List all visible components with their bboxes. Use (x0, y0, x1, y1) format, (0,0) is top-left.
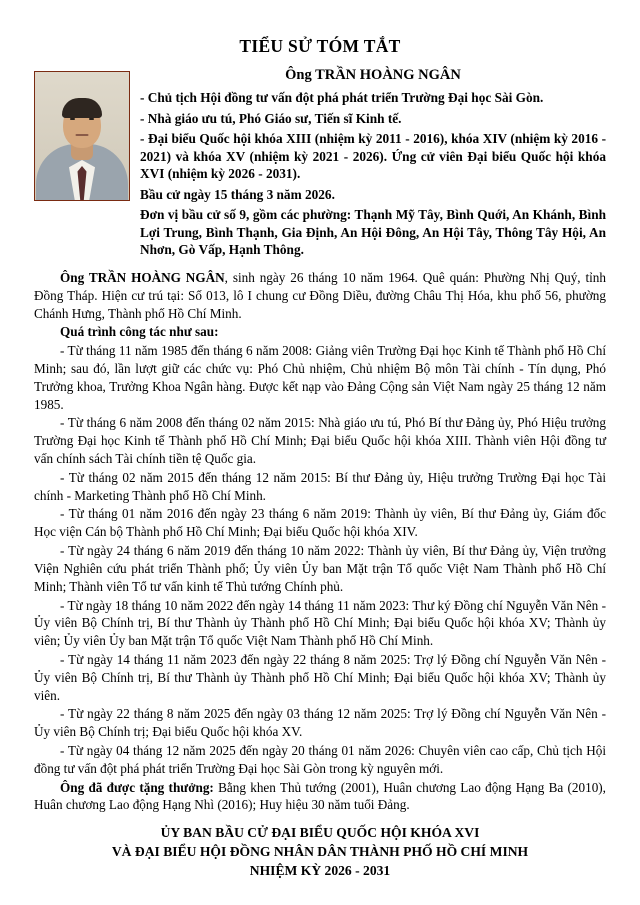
career-item: - Từ ngày 04 tháng 12 năm 2025 đến ngày 20 tháng 01 năm 2026: Chuyên viên cao cấp, Chủ tịch Hội đồng tư vấn đột phá phát triển Trường Đại học Sài Gòn trong kỳ nguyên mới. (34, 743, 606, 776)
footer-line-council: VÀ ĐẠI BIỂU HỘI ĐỒNG NHÂN DÂN THÀNH PHỐ HỒ CHÍ MINH (111, 844, 529, 860)
career-item: - Từ tháng 02 năm 2015 đến tháng 12 năm 2015: Bí thư Đảng ủy, Hiệu trưởng Trường Đại học Tài chính - Marketing Thành phố Hồ Chí Minh. (34, 469, 606, 503)
header-line-constituency: Đơn vị bầu cử số 9, gồm các phường: Thạnh Mỹ Tây, Bình Quới, An Khánh, Bình Lợi Trung, Bình Thạnh, Gia Định, An Hội Đông, An Hội Tây, Thông Tây Hội, An Nhơn, Gò Vấp, Hạnh Thông. (140, 207, 606, 258)
awards-paragraph (34, 779, 606, 815)
footer-line-committee: ỦY BAN BẦU CỬ ĐẠI BIỂU QUỐC HỘI KHÓA XVI (160, 825, 480, 841)
bio-intro-name: Ông TRẦN HOÀNG NGÂN (60, 269, 225, 285)
photo-mouth (76, 134, 89, 136)
body-text-block (34, 269, 606, 814)
bio-intro-rest: , sinh ngày 26 tháng 10 năm 1964. Quê quán: Phường Nhị Quý, tỉnh Đồng Tháp. Hiện cư trú tại: Số 013, lô I chung cư Đồng Diều, đường Châu Thị Hóa, khu phố 56, phường Chánh Hưng, Thành phố Hồ Chí Minh. (34, 269, 606, 321)
career-item: - Từ ngày 18 tháng 10 năm 2022 đến ngày 14 tháng 11 năm 2023: Thư ký Đồng chí Nguyễn Văn Nên - Ủy viên Bộ Chính trị, Bí thư Thành ủy Thành phố Hồ Chí Minh; Đại biểu Quốc hội khóa XV; Thành ủy viên; Ủy viên Ủy ban Mặt trận Tổ quốc Việt Nam Thành phố Hồ Chí Minh. (34, 597, 606, 649)
career-item: - Từ ngày 14 tháng 11 năm 2023 đến ngày 22 tháng 8 năm 2025: Trợ lý Đồng chí Nguyễn Văn Nên - Ủy viên Bộ Chính trị, Bí thư Thành ủy Thành phố Hồ Chí Minh; Đại biểu Quốc hội khóa XV; Thành ủy viên. (34, 651, 606, 703)
photo-eye-left (70, 118, 75, 121)
header-block (34, 65, 606, 262)
footer-line-term: NHIỆM KỲ 2026 - 2031 (249, 862, 391, 878)
career-item: - Từ tháng 01 năm 2016 đến ngày 23 tháng 6 năm 2019: Thành ủy viên, Bí thư Đảng ủy, Giám đốc Học viện Cán bộ Thành phố Hồ Chí Minh; Đại biểu Quốc hội khóa XIV. (34, 506, 606, 540)
photo-hair (62, 98, 102, 118)
header-line-terms: - Đại biểu Quốc hội khóa XIII (nhiệm kỳ 2011 - 2016), khóa XIV (nhiệm kỳ 2016 - 2021) và khóa XV (nhiệm kỳ 2021 - 2026). Ứng cử viên Đại biểu Quốc hội khóa XVI (nhiệm kỳ 2026 - 2031). (140, 131, 606, 182)
subject-name: Ông TRẦN HOÀNG NGÂN (285, 67, 461, 83)
career-item: - Từ ngày 22 tháng 8 năm 2025 đến ngày 03 tháng 12 năm 2025: Trợ lý Đồng chí Nguyễn Văn Nên - Ủy viên Bộ Chính trị; Đại biểu Quốc hội khóa XV. (34, 706, 606, 740)
header-text-block (140, 65, 606, 262)
career-item: - Từ ngày 24 tháng 6 năm 2019 đến tháng 10 năm 2022: Thành ủy viên, Bí thư Đảng ủy, Viện trưởng Viện Nghiên cứu phát triển Thành phố; Ủy viên Ủy ban Mặt trận Tổ quốc Việt Nam Thành phố Hồ Chí Minh; Thành viên Tổ tư vấn kinh tế Thủ tướng Chính phủ. (34, 543, 606, 594)
page-title: TIỂU SỬ TÓM TẮT (239, 36, 401, 56)
bio-intro-paragraph (34, 269, 606, 322)
header-line-election-date: Bầu cử ngày 15 tháng 3 năm 2026. (140, 186, 335, 202)
portrait-photo-container (34, 65, 130, 201)
career-item: - Từ tháng 6 năm 2008 đến tháng 02 năm 2015: Nhà giáo ưu tú, Phó Bí thư Đảng ủy, Phó Hiệu trưởng Trường Đại học Kinh tế Thành phố Hồ Chí Minh; Đại biểu Quốc hội khóa XIII. Thành viên Hội đồng tư vấn chính sách Tài chính tiền tệ Quốc gia. (34, 415, 606, 467)
document-footer (34, 824, 606, 880)
career-heading: Quá trình công tác như sau: (60, 324, 219, 340)
awards-text: Bằng khen Thủ tướng (2001), Huân chương Lao động Hạng Ba (2010), Huân chương Lao động Hạng Nhì (2016); Huy hiệu 30 năm tuổi Đảng. (34, 779, 606, 813)
photo-eye-right (89, 118, 94, 121)
header-line-position: - Chủ tịch Hội đồng tư vấn đột phá phát triển Trường Đại học Sài Gòn. (140, 90, 544, 105)
career-item: - Từ tháng 11 năm 1985 đến tháng 6 năm 2008: Giảng viên Trường Đại học Kinh tế Thành phố Hồ Chí Minh; sau đó, lần lượt giữ các chức vụ: Phó Chủ nhiệm, Chủ nhiệm Bộ môn Tài chính - Tín dụng, Phó Trưởng khoa, Trưởng Khoa Ngân hàng. Được kết nạp vào Đảng Cộng sản Việt Nam ngày 25 tháng 12 năm 1985. (34, 343, 606, 412)
header-line-titles: - Nhà giáo ưu tú, Phó Giáo sư, Tiến sĩ Kinh tế. (140, 110, 402, 126)
awards-label: Ông đã được tặng thưởng: (60, 779, 214, 795)
portrait-photo (34, 71, 130, 201)
